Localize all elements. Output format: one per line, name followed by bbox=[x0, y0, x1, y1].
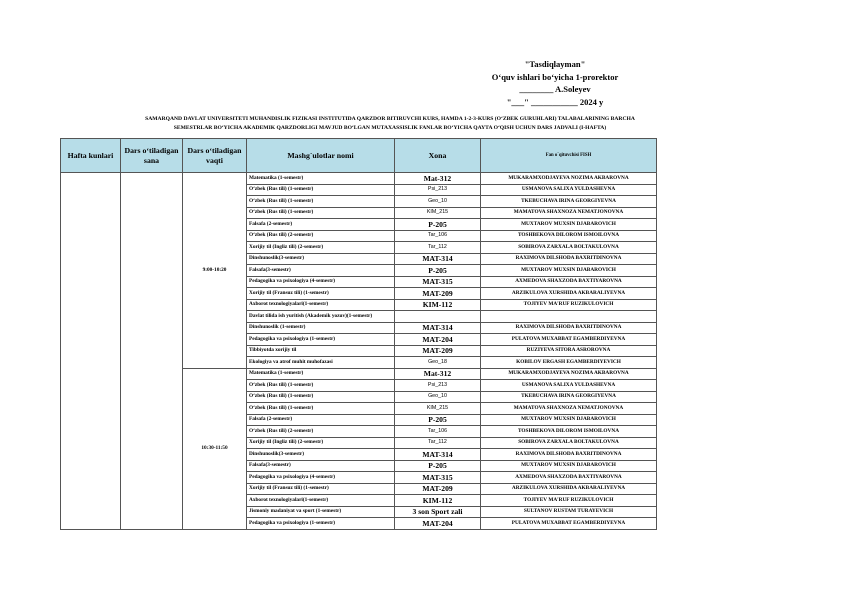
room-cell: MAT-204 bbox=[395, 334, 481, 346]
teacher-cell: MUXTAROV MUXSIN DJABAROVICH bbox=[481, 414, 657, 426]
teacher-cell: MUXTAROV MUXSIN DJABAROVICH bbox=[481, 219, 657, 231]
subject-cell: Falsafa (2-semestr) bbox=[247, 414, 395, 426]
teacher-cell: TKEBUCHAVA IRINA GEORGIYEVNA bbox=[481, 196, 657, 208]
room-cell: MAT-209 bbox=[395, 483, 481, 495]
room-cell: MAT-204 bbox=[395, 518, 481, 530]
teacher-cell: RAXIMOVA DILSHODA BAXRITDINOVNA bbox=[481, 253, 657, 265]
room-cell: KIM_215 bbox=[395, 207, 481, 219]
room-cell: KIM_215 bbox=[395, 403, 481, 415]
date-cell bbox=[121, 173, 183, 530]
header-teacher-name: Fan o`qituvchisi FISH bbox=[481, 139, 657, 173]
subject-cell: Xorijiy til (Fransuz tili) (1-semestr) bbox=[247, 288, 395, 300]
teacher-cell: TOJIYEV MA'RUF RUZIKULOVICH bbox=[481, 299, 657, 311]
schedule-table bbox=[60, 138, 657, 530]
room-cell: MAT-209 bbox=[395, 288, 481, 300]
subject-cell: O‘zbek (Rus tili) (1-semestr) bbox=[247, 184, 395, 196]
teacher-cell: TOSHBEKOVA DILOROM ISMOILOVNA bbox=[481, 426, 657, 438]
teacher-cell: TOJIYEV MA'RUF RUZIKULOVICH bbox=[481, 495, 657, 507]
subject-cell: Dinshunoslik(3-semestr) bbox=[247, 253, 395, 265]
room-cell: KIM-112 bbox=[395, 299, 481, 311]
room-cell: MAT-314 bbox=[395, 449, 481, 461]
subject-cell: Falsafa(3-semestr) bbox=[247, 460, 395, 472]
room-cell: Geo_10 bbox=[395, 196, 481, 208]
document-title-line-1: SAMARQAND DAVLAT UNIVERSITETI MUHANDISLIK FIZIKASI INSTITUTIDA QARZDOR BITIRUVCHI KURS, HAMDA 1-2-3-KURS (O‘ZBEK GURUHLARI) TALABALARINING BARCHA bbox=[145, 116, 635, 122]
teacher-cell: MUKARAMXODJAYEVA NOZIMA AKBAROVNA bbox=[481, 173, 657, 185]
room-cell: Tar_106 bbox=[395, 426, 481, 438]
approval-block bbox=[455, 58, 655, 108]
header-lesson-time: Dars o‘tiladigan vaqti bbox=[183, 139, 247, 173]
teacher-cell: AXMEDOVA SHAXZODA BAXTIYAROVNA bbox=[481, 472, 657, 484]
teacher-cell: SOBIROVA ZARXALA BOLTAKULOVNA bbox=[481, 437, 657, 449]
subject-cell: Axborot texnologiyalari(1-semestr) bbox=[247, 299, 395, 311]
teacher-cell: RAXIMOVA DILSHODA BAXRITDINOVNA bbox=[481, 449, 657, 461]
subject-cell: Pedagogika va psixologiya (4-semestr) bbox=[247, 276, 395, 288]
subject-cell: O‘zbek (Rus tili) (2-semestr) bbox=[247, 426, 395, 438]
room-cell: Mat-312 bbox=[395, 368, 481, 380]
teacher-cell: RUZIYEVA SITORA ASROROVNA bbox=[481, 345, 657, 357]
approval-signature: ________ A.Soleyev bbox=[519, 84, 591, 94]
teacher-cell: MUXTAROV MUXSIN DJABAROVICH bbox=[481, 265, 657, 277]
teacher-cell: AXMEDOVA SHAXZODA BAXTIYAROVNA bbox=[481, 276, 657, 288]
subject-cell: Jismoniy madaniyat va sport (1-semestr) bbox=[247, 506, 395, 518]
document-title bbox=[60, 115, 720, 133]
day-cell bbox=[61, 173, 121, 530]
subject-cell: O‘zbek (Rus tili) (1-semestr) bbox=[247, 391, 395, 403]
subject-cell: Dinshunoslik(3-semestr) bbox=[247, 449, 395, 461]
header-subject-name: Mashg`ulotlar nomi bbox=[247, 139, 395, 173]
subject-cell: Matematika (1-semestr) bbox=[247, 368, 395, 380]
subject-cell: Xorijiy til (Ingliz tili) (2-semestr) bbox=[247, 242, 395, 254]
room-cell: MAT-315 bbox=[395, 472, 481, 484]
subject-cell: O‘zbek (Rus tili) (1-semestr) bbox=[247, 207, 395, 219]
subject-cell: Falsafa (2-semestr) bbox=[247, 219, 395, 231]
teacher-cell: SULTANOV RUSTAM TURAYEVICH bbox=[481, 506, 657, 518]
header-week-days: Hafta kunlari bbox=[61, 139, 121, 173]
header-room: Xona bbox=[395, 139, 481, 173]
room-cell bbox=[395, 311, 481, 323]
table-row bbox=[61, 173, 657, 185]
subject-cell: Dinshunoslik (1-semestr) bbox=[247, 322, 395, 334]
room-cell: P-205 bbox=[395, 460, 481, 472]
subject-cell: Xorijiy til (Fransuz tili) (1-semestr) bbox=[247, 483, 395, 495]
room-cell: MAT-314 bbox=[395, 253, 481, 265]
room-cell: MAT-314 bbox=[395, 322, 481, 334]
teacher-cell: MAMATOVA SHAXNOZA NEMATJONOVNA bbox=[481, 207, 657, 219]
teacher-cell: RAXIMOVA DILSHODA BAXRITDINOVNA bbox=[481, 322, 657, 334]
teacher-cell: PULATOVA MUXABBAT EGAMBERDIYEVNA bbox=[481, 518, 657, 530]
room-cell: MAT-315 bbox=[395, 276, 481, 288]
teacher-cell: USMANOVA SALIXA YULDASHEVNA bbox=[481, 184, 657, 196]
room-cell: P-205 bbox=[395, 414, 481, 426]
schedule-body bbox=[61, 173, 657, 530]
room-cell: Psi_213 bbox=[395, 380, 481, 392]
room-cell: 3 son Sport zali bbox=[395, 506, 481, 518]
subject-cell: O‘zbek (Rus tili) (1-semestr) bbox=[247, 403, 395, 415]
document-title-line-2: SEMESTRLAR BO‘YICHA AKADEMIK QARZDORLIGI MAVJUD BO‘LGAN MUTAXASSISLIK FANLAR BO‘YICHA QAYTA O‘QISH UCHUN DARS JADVALI (I-HAFTA) bbox=[173, 125, 607, 131]
room-cell: KIM-112 bbox=[395, 495, 481, 507]
subject-cell: O‘zbek (Rus tili) (1-semestr) bbox=[247, 196, 395, 208]
subject-cell: Davlat tilida ish yuritish (Akademik yozuv)(1-semestr) bbox=[247, 311, 395, 323]
teacher-cell: ARZIKULOVA XURSHIDA AKBARALIYEVNA bbox=[481, 288, 657, 300]
subject-cell: Pedagogika va psixologiya (4-semestr) bbox=[247, 472, 395, 484]
room-cell: MAT-209 bbox=[395, 345, 481, 357]
room-cell: Geo_10 bbox=[395, 391, 481, 403]
subject-cell: Pedagogika va psixologiya (1-semestr) bbox=[247, 518, 395, 530]
room-cell: Mat-312 bbox=[395, 173, 481, 185]
teacher-cell: KOBILOV ERGASH EGAMBERDIYEVICH bbox=[481, 357, 657, 369]
teacher-cell: MUKARAMXODJAYEVA NOZIMA AKBAROVNA bbox=[481, 368, 657, 380]
subject-cell: O‘zbek (Rus tili) (2-semestr) bbox=[247, 230, 395, 242]
approval-position: O‘quv ishlari bo‘yicha 1-prorektor bbox=[491, 71, 619, 82]
subject-cell: Matematika (1-semestr) bbox=[247, 173, 395, 185]
room-cell: P-205 bbox=[395, 265, 481, 277]
subject-cell: O‘zbek (Rus tili) (1-semestr) bbox=[247, 380, 395, 392]
table-header-row bbox=[61, 139, 657, 173]
teacher-cell: MUXTAROV MUXSIN DJABAROVICH bbox=[481, 460, 657, 472]
approval-title: "Tasdiqlayman" bbox=[524, 59, 586, 69]
subject-cell: Falsafa(3-semestr) bbox=[247, 265, 395, 277]
teacher-cell: TOSHBEKOVA DILOROM ISMOILOVNA bbox=[481, 230, 657, 242]
teacher-cell: SOBIROVA ZARXALA BOLTAKULOVNA bbox=[481, 242, 657, 254]
teacher-cell: MAMATOVA SHAXNOZA NEMATJONOVNA bbox=[481, 403, 657, 415]
subject-cell: Axborot texnologiyalari(1-semestr) bbox=[247, 495, 395, 507]
teacher-cell bbox=[481, 311, 657, 323]
header-lesson-date: Dars o‘tiladigan sana bbox=[121, 139, 183, 173]
room-cell: Psi_213 bbox=[395, 184, 481, 196]
lesson-time-cell: 10:30-11:50 bbox=[183, 368, 247, 529]
room-cell: Tar_112 bbox=[395, 242, 481, 254]
room-cell: Tar_106 bbox=[395, 230, 481, 242]
room-cell: P-205 bbox=[395, 219, 481, 231]
room-cell: Geo_18 bbox=[395, 357, 481, 369]
approval-date: "___" ___________ 2024 y bbox=[506, 96, 604, 107]
teacher-cell: USMANOVA SALIXA YULDASHEVNA bbox=[481, 380, 657, 392]
teacher-cell: PULATOVA MUXABBAT EGAMBERDIYEVNA bbox=[481, 334, 657, 346]
subject-cell: Ekologiya va atrof muhit muhofazasi bbox=[247, 357, 395, 369]
lesson-time-cell: 9:00-10:20 bbox=[183, 173, 247, 369]
subject-cell: Tibbiyotda xorijiy til bbox=[247, 345, 395, 357]
teacher-cell: TKEBUCHAVA IRINA GEORGIYEVNA bbox=[481, 391, 657, 403]
teacher-cell: ARZIKULOVA XURSHIDA AKBARALIYEVNA bbox=[481, 483, 657, 495]
room-cell: Tar_112 bbox=[395, 437, 481, 449]
subject-cell: Xorijiy til (Ingliz tili) (2-semestr) bbox=[247, 437, 395, 449]
subject-cell: Pedagogika va psixologiya (1-semestr) bbox=[247, 334, 395, 346]
